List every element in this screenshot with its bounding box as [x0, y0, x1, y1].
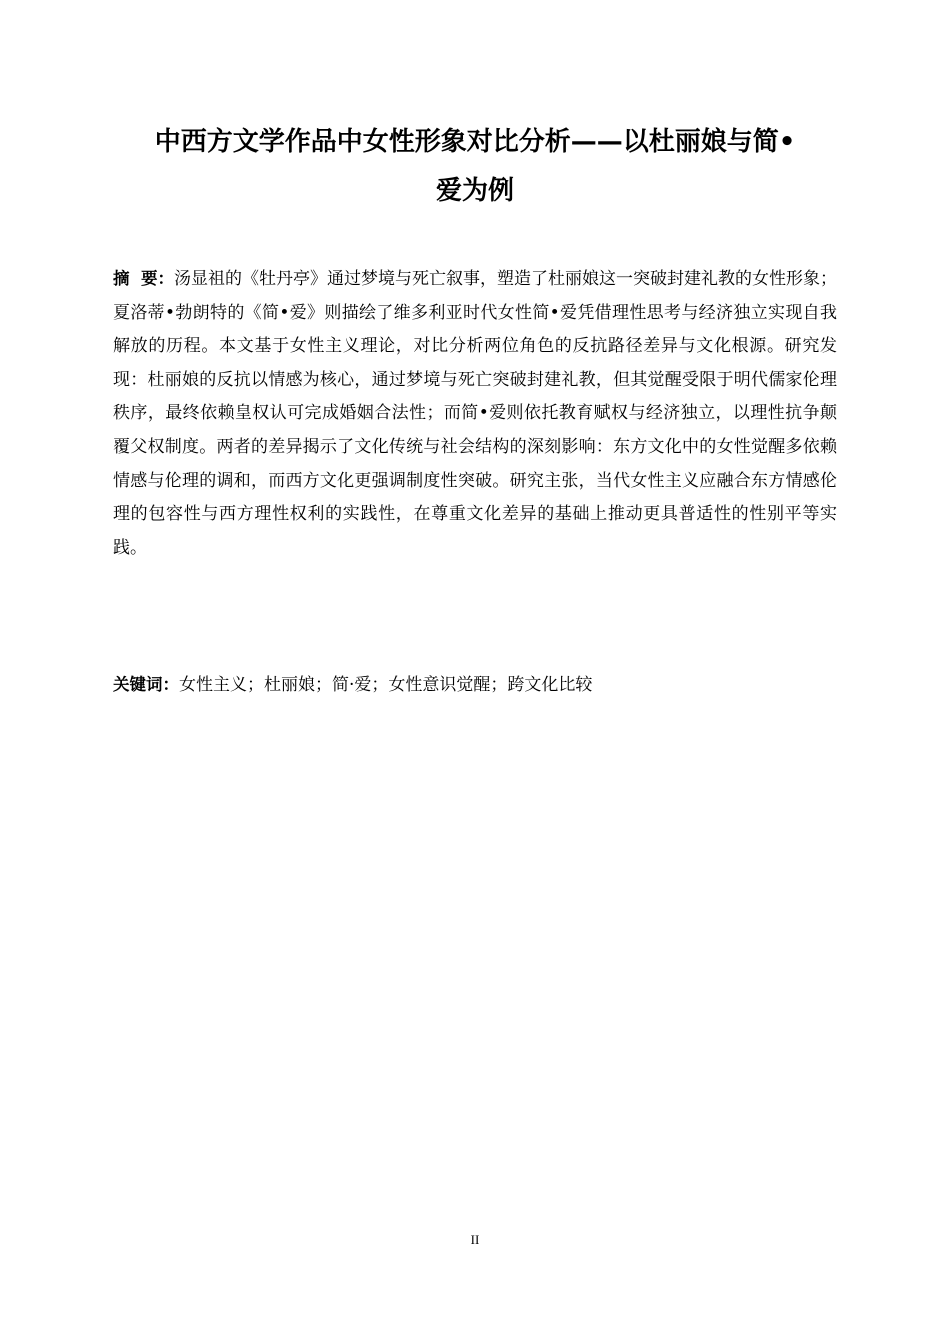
keywords-text: 女性主义；杜丽娘；简·爱；女性意识觉醒；跨文化比较: [179, 675, 593, 695]
keywords-label: 关键词：: [113, 675, 179, 694]
title-line-1: 中西方文学作品中女性形象对比分析——以杜丽娘与简•: [154, 127, 796, 157]
abstract-text: 汤显祖的《牡丹亭》通过梦境与死亡叙事，塑造了杜丽娘这一突破封建礼教的女性形象；夏洛蒂•勃朗特的《简•爱》则描绘了维多利亚时代女性简•爱凭借理性思考与经济独立实现自我解放的历程。本文基于女性主义理论，对比分析两位角色的反抗路径差异与文化根源。研究发现：杜丽娘的反抗以情感为核心，通过梦境与死亡突破封建礼教，但其觉醒受限于明代儒家伦理秩序，最终依赖皇权认可完成婚姻合法性；而简•爱则依托教育赋权与经济独立，以理性抗争颠覆父权制度。两者的差异揭示了文化传统与社会结构的深刻影响：东方文化中的女性觉醒多依赖情感与伦理的调和，而西方文化更强调制度性突破。研究主张，当代女性主义应融合东方情感伦理的包容性与西方理性权利的实践性，在尊重文化差异的基础上推动更具普适性的性别平等实践。: [113, 269, 837, 558]
title-line-2: 爱为例: [435, 176, 514, 206]
abstract-label: 摘 要：: [113, 269, 174, 288]
keywords-line: [113, 670, 837, 700]
abstract-paragraph: [113, 262, 837, 565]
paper-title: [112, 118, 838, 216]
page-number: II: [470, 1232, 480, 1247]
